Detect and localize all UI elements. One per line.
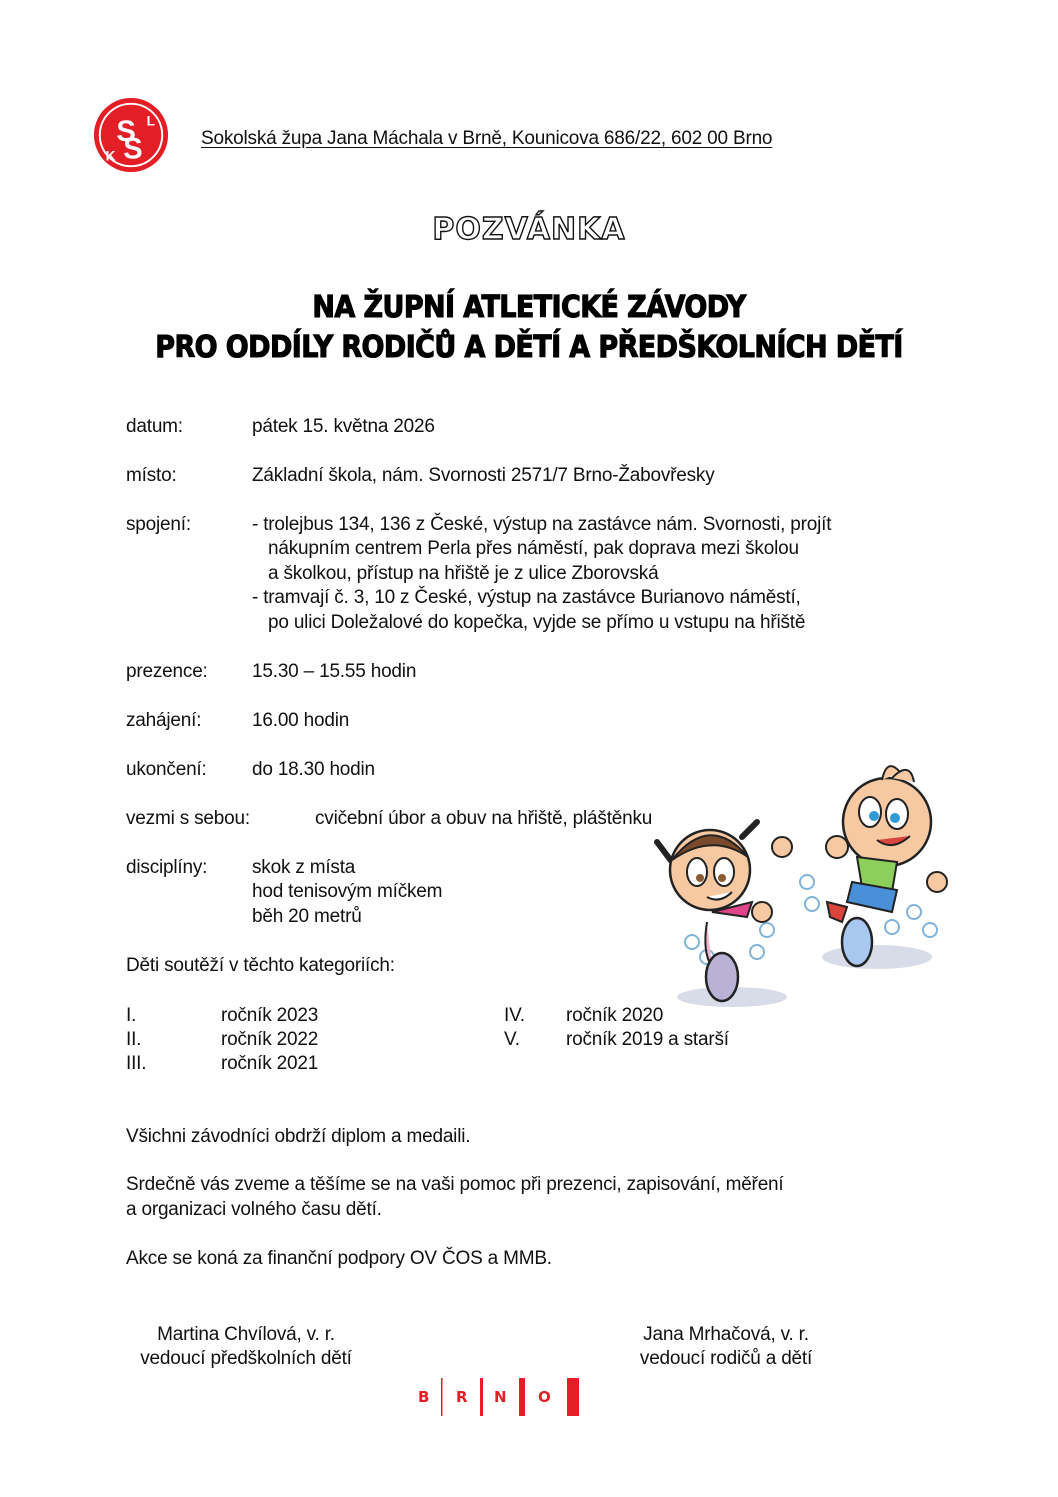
organization-address: Sokolská župa Jana Máchala v Brně, Kounicova 686/22, 602 00 Brno (201, 128, 773, 149)
transport-line: a školkou, přístup na hřiště je z ulice Zborovská (268, 563, 659, 584)
date-value: pátek 15. května 2026 (252, 416, 435, 437)
category-number: I. (126, 1005, 137, 1026)
signature-left-role: vedoucí předškolních dětí (140, 1348, 352, 1369)
invitation-title: POZVÁNKA (432, 212, 626, 247)
brno-letter: B (418, 1388, 430, 1406)
end-label: ukončení: (126, 759, 207, 780)
brno-letter: O (538, 1388, 551, 1406)
brno-city-logo (416, 1376, 584, 1418)
date-label: datum: (126, 416, 183, 437)
running-kids-illustration (652, 752, 952, 1010)
svg-text:S: S (123, 133, 143, 166)
category-text: ročník 2020 (566, 1005, 664, 1026)
transport-line: nákupním centrem Perla přes náměstí, pak doprava mezi školou (268, 538, 799, 559)
bring-value: cvičební úbor a obuv na hřiště, pláštěnku (315, 808, 653, 829)
discipline-item: hod tenisovým míčkem (252, 881, 443, 902)
category-number: III. (126, 1053, 147, 1074)
categories-intro: Děti soutěží v těchto kategoriích: (126, 955, 395, 976)
category-text: ročník 2022 (221, 1029, 319, 1050)
category-text: ročník 2019 a starší (566, 1029, 729, 1050)
support-text: Akce se koná za finanční podpory OV ČOS a MMB. (126, 1248, 552, 1269)
registration-value: 15.30 – 15.55 hodin (252, 661, 417, 682)
discipline-item: běh 20 metrů (252, 906, 362, 927)
sokol-logo (92, 96, 170, 174)
category-number: V. (504, 1029, 520, 1050)
disciplines-label: disciplíny: (126, 857, 208, 878)
brno-letter: N (494, 1388, 507, 1406)
svg-text:L: L (146, 113, 155, 129)
discipline-item: skok z místa (252, 857, 356, 878)
transport-line: - tramvají č. 3, 10 z České, výstup na zastávce Burianovo náměstí, (252, 587, 801, 608)
category-text: ročník 2023 (221, 1005, 319, 1026)
end-value: do 18.30 hodin (252, 759, 375, 780)
awards-text: Všichni závodníci obdrží diplom a medaili. (126, 1126, 471, 1147)
brno-letter: R (456, 1388, 468, 1406)
headline-line-1: NA ŽUPNÍ ATLETICKÉ ZÁVODY (312, 290, 746, 325)
category-number: II. (126, 1029, 142, 1050)
category-number: IV. (504, 1005, 525, 1026)
headline-line-2: PRO ODDÍLY RODIČŮ A DĚTÍ A PŘEDŠKOLNÍCH DĚTÍ (155, 330, 903, 365)
signature-right-name: Jana Mrhačová, v. r. (643, 1324, 809, 1345)
invite-text: a organizaci volného času dětí. (126, 1199, 382, 1220)
bring-label: vezmi s sebou: (126, 808, 250, 829)
transport-line: po ulici Doležalové do kopečka, vyjde se přímo u vstupu na hřiště (268, 612, 806, 633)
invite-text: Srdečně vás zveme a těšíme se na vaši pomoc při prezenci, zapisování, měření (126, 1174, 784, 1195)
start-label: zahájení: (126, 710, 202, 731)
start-value: 16.00 hodin (252, 710, 350, 731)
svg-text:S: S (116, 115, 136, 148)
svg-text:K: K (105, 148, 116, 164)
transport-label: spojení: (126, 514, 191, 535)
registration-label: prezence: (126, 661, 208, 682)
place-label: místo: (126, 465, 177, 486)
transport-line: - trolejbus 134, 136 z České, výstup na zastávce nám. Svornosti, projít (252, 514, 832, 535)
category-text: ročník 2021 (221, 1053, 319, 1074)
signature-left-name: Martina Chvílová, v. r. (157, 1324, 335, 1345)
signature-right-role: vedoucí rodičů a dětí (639, 1348, 813, 1369)
place-value: Základní škola, nám. Svornosti 2571/7 Brno-Žabovřesky (252, 465, 715, 486)
